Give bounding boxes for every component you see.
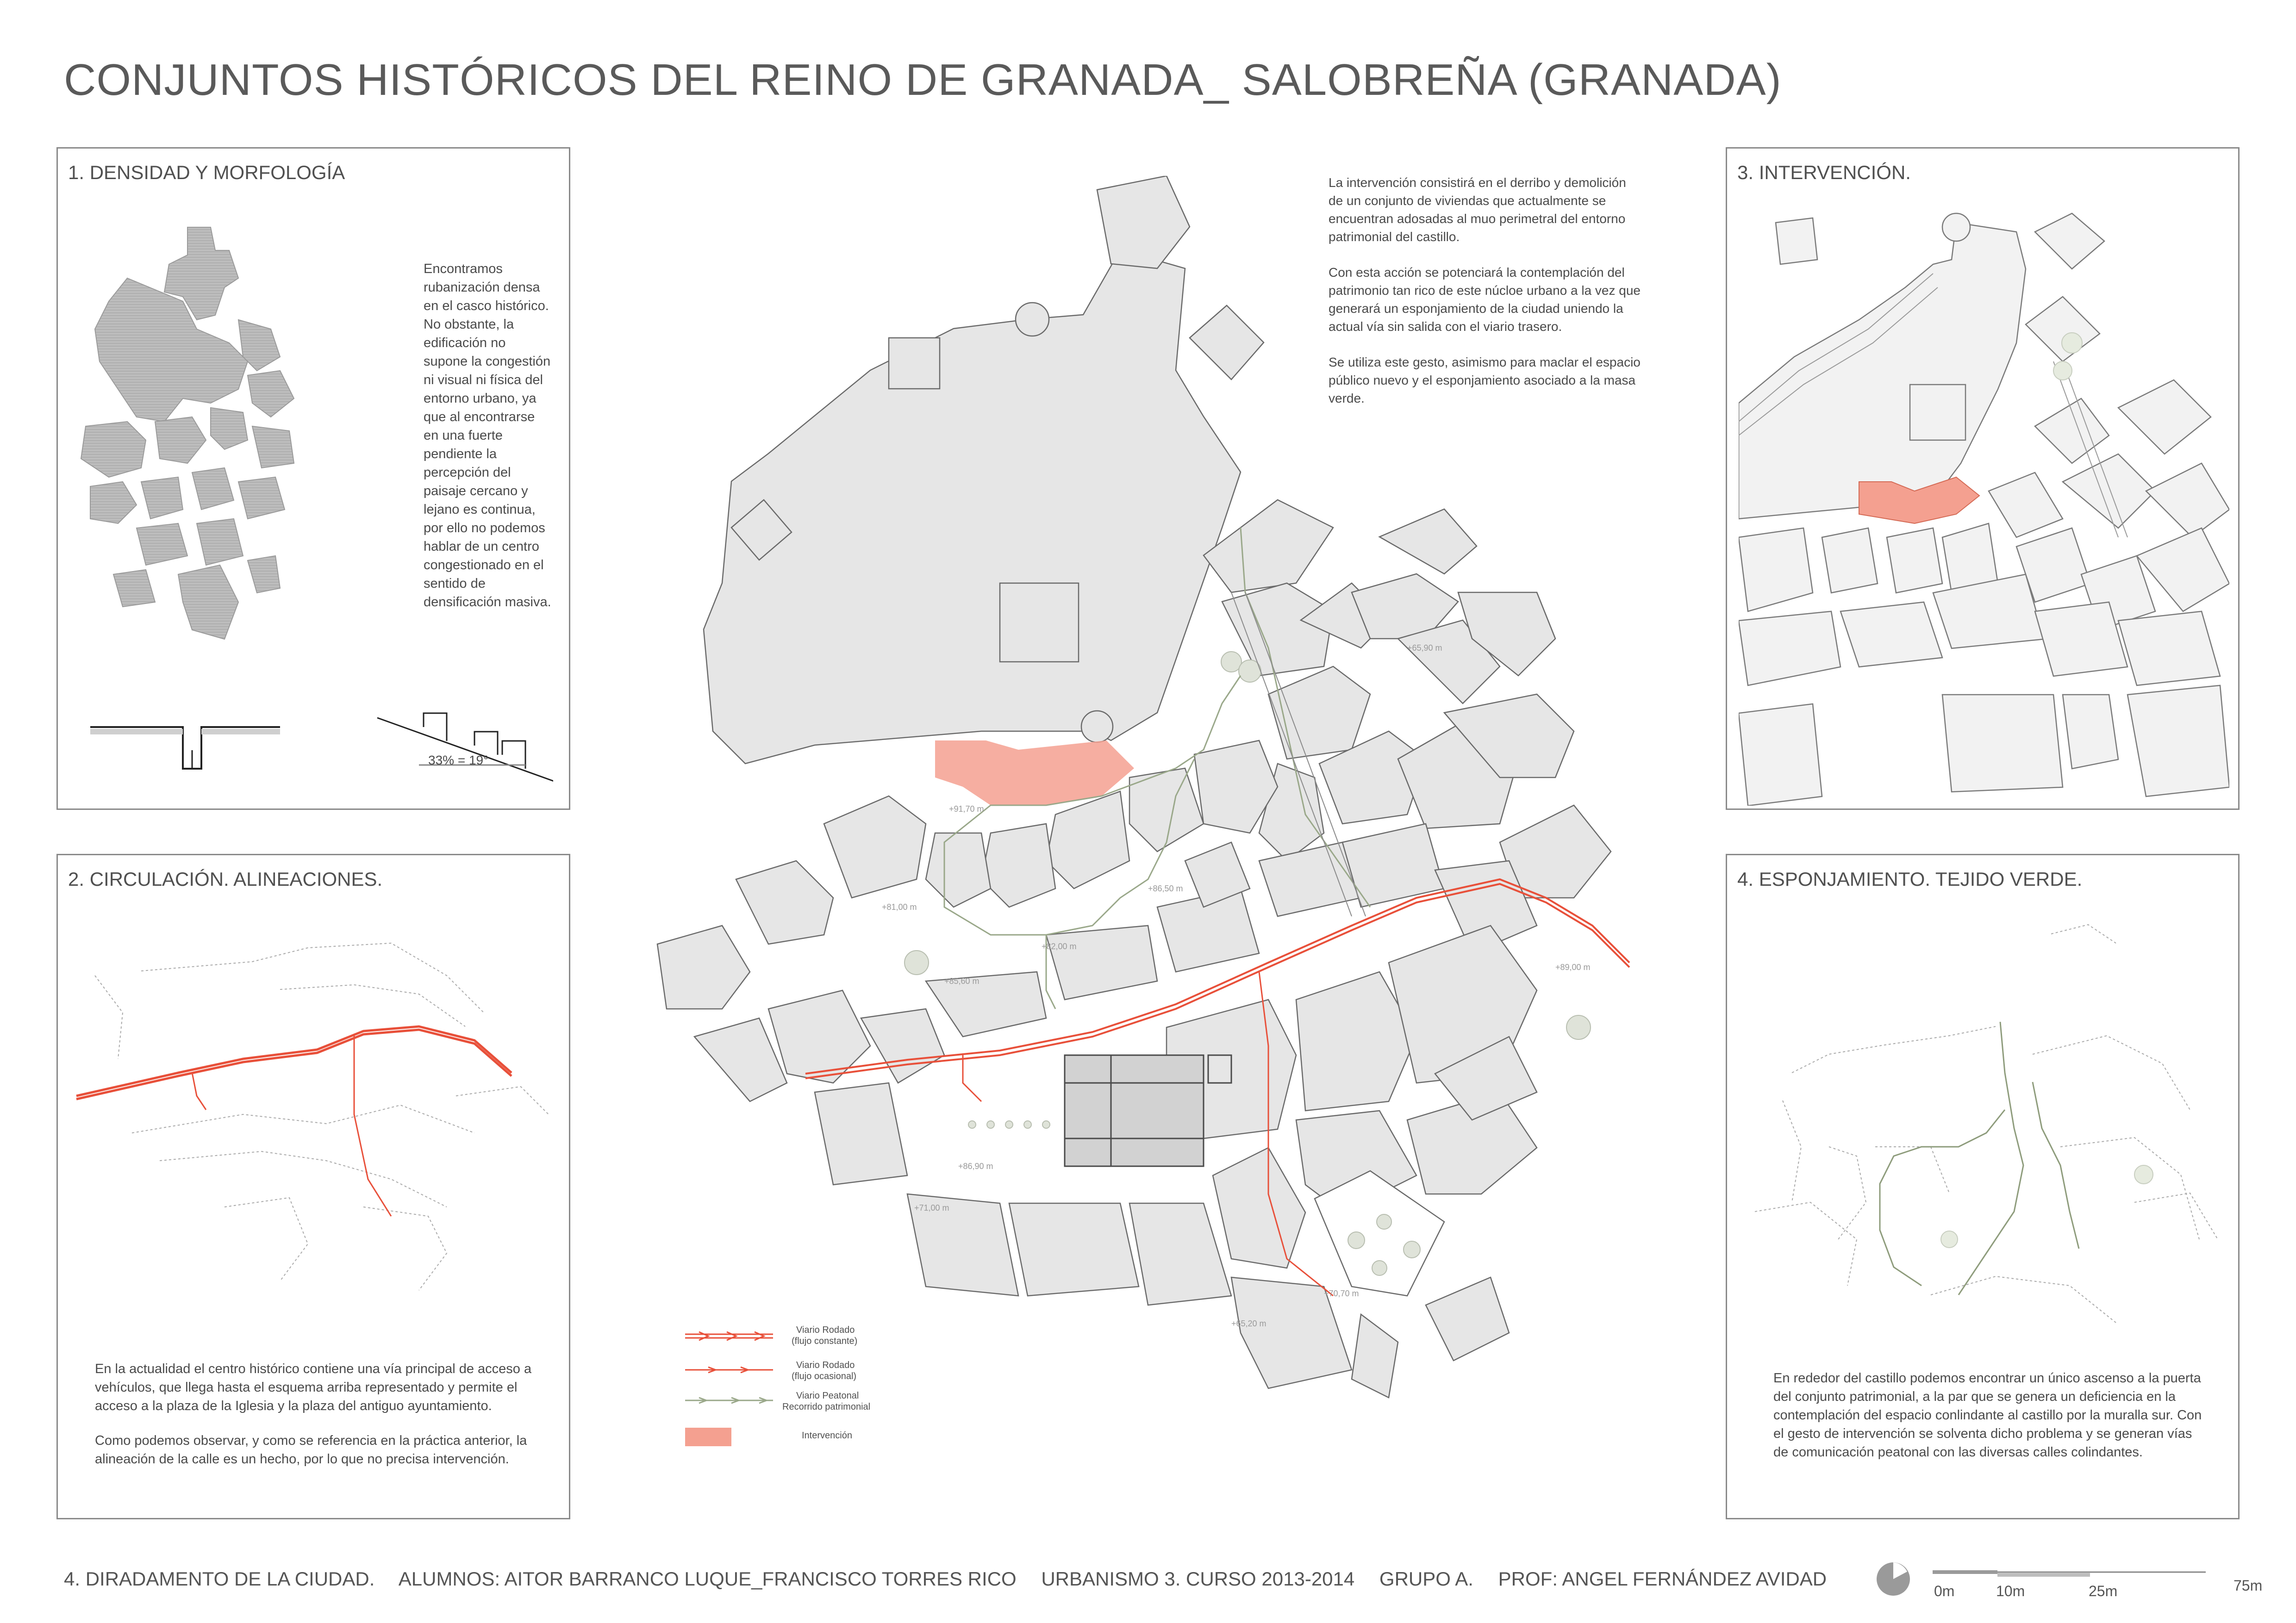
elevation-5: +86,50 m [1148,884,1183,893]
density-map [72,223,465,658]
esponjamiento-text: En rededor del castillo podemos encontrar un único ascenso a la puerta del conjunto patrimonial, a la par que se genera un deficiencia en la contemplación del espacio conlindante al castillo por la muralla sur. Con el gesto de intervención se solventa dicho problema y se generan vías de comunicación peatonal con las diversas calles colindantes. [1773,1371,2202,1460]
legend-rodado-ocasional-2: (flujo ocasional) [792,1371,857,1381]
castle-tower-east [1190,305,1264,379]
green-fabric-map [1736,915,2232,1332]
panel-intervencion [1726,147,2240,810]
center-text [1329,174,1643,425]
footer-section: 4. DIRADAMENTO DE LA CIUDAD. [64,1568,375,1590]
footer-alumnos: ALUMNOS: AITOR BARRANCO LUQUE_FRANCISCO TORRES RICO [398,1568,1017,1590]
church [1065,1055,1204,1166]
intervention-detail-map [1739,204,2229,806]
castle-enclosure [704,250,1241,764]
panel-densidad-title: 1. DENSIDAD Y MORFOLOGÍA [68,162,345,183]
circulacion-text-1: En la actualidad el centro histórico contiene una vía principal de acceso a vehículos, que llega hasta el esquema arriba representado y permite el acceso a la plaza de la Iglesia y la plaza del antiguo ayuntamiento. [95,1362,532,1413]
center-text-p3: Se utiliza este gesto, asimismo para maclar el espacio público nuevo y el esponjamiento asociado a la masa verde. [1329,355,1641,405]
densidad-text: Encontramos rubanización densa en el casco histórico. No obstante, la edificación no supone la congestión ni visual ni física del entorno urbano, ya que al encontrarse en una fuerte pendiente la percepción del paisaje cercano y lejano es continua, por ello no podemos hablar de un centro congestionado en el sentido de densificación masiva. [424,261,551,609]
scale-25: 25m [2089,1583,2118,1599]
center-text-p2: Con esta acción se potenciará la contemplación del patrimonio tan rico de este núcloe urbano a la vez que generará un esponjamiento de la ciudad uniendo la actual vía sin salida con el viario trasero. [1329,265,1641,334]
panel-densidad [56,147,570,810]
scale-10: 10m [1996,1583,2025,1599]
panel-circulacion-title: 2. CIRCULACIÓN. ALINEACIONES. [68,868,383,890]
panel-intervencion-title: 3. INTERVENCIÓN. [1737,162,1911,183]
center-text-p1: La intervención consistirá en el derribo y demolición de un conjunto de viviendas que actualmente se encuentran adosadas al muo perimetral del entorno patrimonial del castillo. [1329,175,1626,244]
legend-rodado-constante-2: (flujo constante) [792,1336,858,1346]
elevation-2: +91,70 m [949,804,984,814]
footer-prof: PROF: ANGEL FERNÁNDEZ AVIDAD [1498,1568,1827,1590]
footer-group: GRUPO A. [1379,1568,1473,1590]
scale-75: 75m [2234,1577,2263,1594]
section-diagram [86,704,553,787]
scale-0: 0m [1934,1583,1955,1599]
panel-esponjamiento [1726,854,2240,1519]
circulacion-text-2: Como podemos observar, y como se referencia en la práctica anterior, la alineación de la calle es un hecho, por lo que no precisa intervención. [95,1433,527,1467]
panel-esponjamiento-title: 4. ESPONJAMIENTO. TEJIDO VERDE. [1737,868,2083,890]
legend-peatonal-2: Recorrido patrimonial [782,1402,871,1412]
footer-course: URBANISMO 3. CURSO 2013-2014 [1041,1568,1355,1590]
scale-bar [1933,1567,2210,1580]
legend-intervention-label: Intervención [802,1430,852,1441]
north-arrow-icon [1875,1561,1912,1598]
page-title: CONJUNTOS HISTÓRICOS DEL REINO DE GRANADA_ SALOBREÑA (GRANADA) [64,55,1782,105]
elevation-10: +65,20 m [1231,1319,1267,1328]
castle-keep [1000,583,1079,662]
elevation-4: +82,00 m [1042,942,1077,951]
elevation-3: +81,00 m [882,902,917,912]
elevation-1: +65,90 m [1407,643,1442,653]
castle-tower-north [1097,176,1190,268]
elevation-6: +86,90 m [958,1162,993,1171]
legend-intervention-swatch [685,1428,731,1446]
elevation-7: +85,60 m [944,976,980,986]
castle-small-tower [889,338,940,389]
panel-circulacion [56,854,570,1519]
legend [680,1314,921,1453]
elevation-11: +89,00 m [1555,963,1591,972]
castle-gate-tower [1081,711,1113,742]
castle-round-tower [1016,303,1049,336]
footer [64,1568,1846,1590]
circulation-map [67,920,562,1337]
elevation-8: +71,00 m [914,1203,949,1213]
slope-label: 33% = 19° [428,753,489,767]
legend-peatonal-1: Viario Peatonal [796,1391,859,1401]
legend-rodado-constante-1: Viario Rodado [796,1325,855,1335]
elevation-9: +70,70 m [1324,1289,1359,1298]
legend-rodado-ocasional-1: Viario Rodado [796,1360,855,1370]
